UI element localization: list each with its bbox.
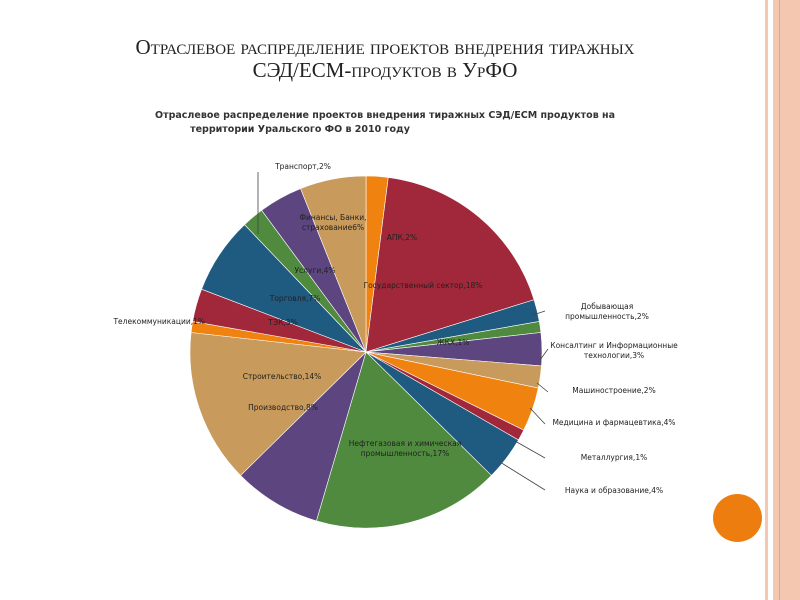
leader-line-4 — [515, 441, 545, 458]
data-label-11: Строительство,14% — [242, 372, 322, 381]
leader-line-5 — [500, 462, 545, 490]
slide-title-line2: СЭД/ECM-продуктов в УрФО — [252, 58, 518, 82]
data-label-13: ТЭК,3% — [268, 318, 298, 327]
data-label-0: АПК,2% — [386, 233, 418, 242]
chart-title-line2: территории Уральского ФО в 2010 году — [190, 124, 410, 135]
data-label-12: Телекоммуникации,1% — [113, 317, 205, 326]
data-label-8: Наука и образование,4% — [564, 486, 664, 495]
data-label-15: Транспорт,2% — [275, 162, 331, 171]
data-label-9: Нефтегазовая и химическая промышленность,17% — [348, 439, 462, 458]
slide-title-line1: Отраслевое распределение проектов внедрения тиражных — [135, 35, 635, 59]
data-label-16: Услуги,4% — [294, 266, 336, 275]
data-label-2: Добывающая промышленность,2% — [565, 302, 649, 321]
data-label-1: Государственный сектор,18% — [363, 281, 483, 290]
chart-title-line1: Отраслевое распределение проектов внедрения тиражных СЭД/ECM продуктов на — [155, 110, 615, 121]
leader-line-3 — [530, 408, 545, 424]
data-label-17: Финансы, Банки, страхование6% — [299, 213, 367, 232]
data-label-14: Торговля,7% — [269, 294, 321, 303]
data-label-3: ЖКХ,1% — [436, 338, 470, 347]
data-label-5: Машиностроение,2% — [572, 386, 656, 395]
data-label-7: Металлургия,1% — [580, 453, 648, 462]
data-label-6: Медицина и фармацевтика,4% — [552, 418, 676, 427]
data-label-10: Производство,8% — [248, 403, 318, 412]
data-label-4: Консалтинг и Информационные технологии,3% — [550, 341, 678, 360]
decor-orange-circle — [713, 494, 762, 542]
